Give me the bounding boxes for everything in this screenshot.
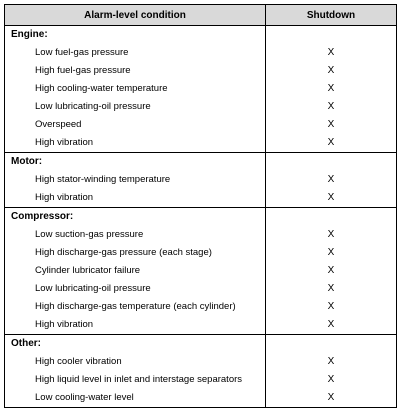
table-group	[5, 26, 396, 153]
shutdown-mark: X	[327, 356, 335, 367]
shutdown-mark: X	[327, 229, 335, 240]
shutdown-mark: X	[327, 174, 335, 185]
shutdown-mark: X	[327, 392, 335, 403]
condition-label: Low cooling-water level	[35, 392, 134, 403]
shutdown-cell	[266, 208, 396, 334]
condition-label: High discharge-gas temperature (each cylinder)	[35, 301, 236, 312]
condition-label: High liquid level in inlet and interstage separators	[35, 374, 243, 385]
condition-cell	[5, 335, 266, 407]
table-group	[5, 153, 396, 208]
condition-label: Overspeed	[35, 119, 82, 130]
shutdown-column-header: Shutdown	[306, 9, 356, 21]
shutdown-cell	[266, 153, 396, 207]
table-group	[5, 208, 396, 335]
shutdown-mark: X	[327, 83, 335, 94]
condition-cell	[5, 153, 266, 207]
condition-label: High fuel-gas pressure	[35, 65, 131, 76]
condition-column-header: Alarm-level condition	[5, 5, 266, 25]
condition-label: Cylinder lubricator failure	[35, 265, 141, 276]
shutdown-cell	[266, 26, 396, 152]
shutdown-mark: X	[327, 101, 335, 112]
group-title: Motor:	[11, 156, 43, 167]
shutdown-mark: X	[327, 119, 335, 130]
shutdown-mark: X	[327, 319, 335, 330]
condition-label: Low fuel-gas pressure	[35, 47, 129, 58]
table-group	[5, 335, 396, 407]
condition-label: Low suction-gas pressure	[35, 229, 144, 240]
condition-label: High cooling-water temperature	[35, 83, 168, 94]
condition-label: High cooler vibration	[35, 356, 122, 367]
shutdown-mark: X	[327, 192, 335, 203]
table-header	[5, 5, 396, 26]
group-title-spacer	[266, 208, 396, 226]
shutdown-mark: X	[327, 301, 335, 312]
group-title-spacer	[266, 335, 396, 353]
shutdown-mark: X	[327, 283, 335, 294]
alarm-shutdown-table	[4, 4, 397, 408]
condition-label: High vibration	[35, 319, 94, 330]
condition-cell	[5, 26, 266, 152]
condition-label: Low lubricating-oil pressure	[35, 101, 151, 112]
group-title: Compressor:	[11, 211, 74, 222]
shutdown-mark: X	[327, 265, 335, 276]
condition-label: High vibration	[35, 192, 94, 203]
condition-label: High discharge-gas pressure (each stage)	[35, 247, 212, 258]
group-title-spacer	[266, 26, 396, 44]
shutdown-mark: X	[327, 374, 335, 385]
condition-label: High stator-winding temperature	[35, 174, 171, 185]
group-title-spacer	[266, 153, 396, 171]
condition-label: Low lubricating-oil pressure	[35, 283, 151, 294]
shutdown-mark: X	[327, 137, 335, 148]
shutdown-mark: X	[327, 47, 335, 58]
shutdown-cell	[266, 335, 396, 407]
group-title: Engine:	[11, 29, 48, 40]
condition-cell	[5, 208, 266, 334]
shutdown-mark: X	[327, 65, 335, 76]
condition-label: High vibration	[35, 137, 94, 148]
group-title: Other:	[11, 338, 41, 349]
shutdown-mark: X	[327, 247, 335, 258]
table-body	[5, 26, 396, 407]
